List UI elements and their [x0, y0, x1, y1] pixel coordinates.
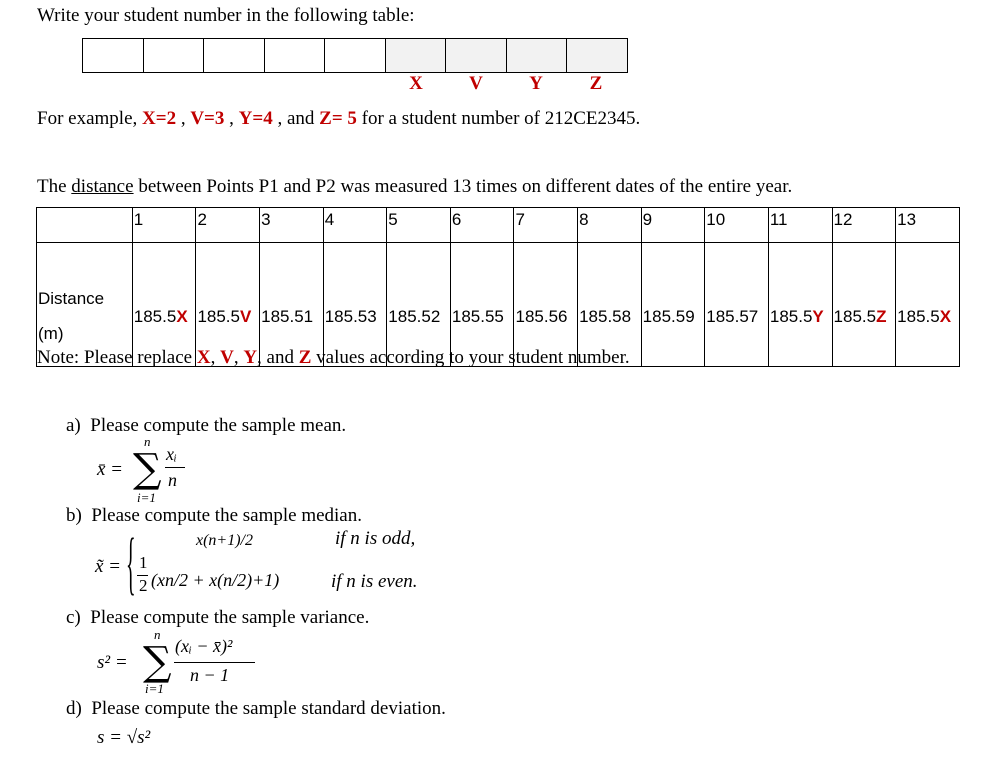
value-base: 185.5	[897, 306, 940, 326]
distance-cell	[896, 243, 960, 367]
column-header: 8	[578, 208, 642, 243]
q-letter: b)	[66, 505, 82, 526]
value-base: 185.57	[706, 306, 759, 326]
sd-formula: s = √s²	[97, 727, 151, 748]
q-text: Please compute the sample median.	[91, 505, 362, 526]
intro-text: Write your student number in the following table:	[37, 5, 415, 26]
value-base: 185.53	[324, 306, 377, 326]
text: , and	[257, 347, 299, 368]
example-y: Y=4	[238, 108, 273, 129]
column-header: 4	[323, 208, 387, 243]
row-label-text: Distance	[38, 289, 105, 308]
note-x: X	[196, 347, 211, 368]
row-unit: (m)	[38, 324, 64, 343]
digit-box-z[interactable]	[567, 39, 627, 72]
column-header: 10	[705, 208, 769, 243]
column-header: 12	[832, 208, 896, 243]
odd-condition: if n is odd,	[335, 528, 416, 549]
text: For example,	[37, 108, 143, 129]
q-letter: c)	[66, 607, 81, 628]
q-text: Please compute the sample variance.	[90, 607, 370, 628]
q-text: Please compute the sample mean.	[90, 415, 347, 436]
value-base: 185.55	[451, 306, 504, 326]
sum-lower: i=1	[137, 490, 156, 505]
variance-lhs: s² =	[97, 652, 128, 673]
header-row	[37, 208, 960, 243]
value-base: 185.58	[579, 306, 632, 326]
example-v: V=3	[190, 108, 225, 129]
text: between Points P1 and P2 was measured 13 times on different dates of the entire year.	[133, 176, 793, 197]
distance-cell	[832, 243, 896, 367]
column-header: 6	[450, 208, 514, 243]
measure-text	[37, 176, 792, 198]
distance-cell	[641, 243, 705, 367]
digit-box[interactable]	[204, 39, 265, 72]
digit-box[interactable]	[83, 39, 144, 72]
value-base: 185.5	[833, 306, 877, 326]
sum-lower: i=1	[145, 681, 164, 696]
digit-box-x[interactable]	[386, 39, 447, 72]
distance-cell	[768, 243, 832, 367]
student-number-boxes	[82, 38, 628, 73]
even-term: (xn/2 + x(n/2)+1)	[151, 570, 280, 590]
sigma-icon: ∑	[133, 446, 162, 492]
digit-box[interactable]	[265, 39, 326, 72]
fraction-bar	[165, 467, 185, 468]
value-base: 185.52	[388, 306, 441, 326]
mean-denominator: n	[168, 470, 177, 490]
column-header: 11	[768, 208, 832, 243]
example-z: Z= 5	[319, 108, 357, 129]
text: Note: Please replace	[37, 347, 197, 368]
even-condition: if n is even.	[331, 571, 418, 592]
column-header: 3	[260, 208, 324, 243]
mean-lhs: x̄ =	[97, 459, 124, 480]
text: values according to your student number.	[311, 347, 630, 368]
column-header: 5	[387, 208, 451, 243]
column-header: 1	[132, 208, 196, 243]
header-empty	[37, 208, 133, 243]
half-num: 1	[139, 553, 148, 572]
value-variable: Y	[812, 306, 824, 326]
column-header: 2	[196, 208, 260, 243]
question-b	[66, 505, 362, 527]
distance-underlined: distance	[71, 176, 134, 197]
digit-box[interactable]	[144, 39, 205, 72]
text: The	[37, 176, 72, 197]
sigma-icon: ∑	[143, 639, 172, 685]
q-letter: d)	[66, 698, 82, 719]
note-text	[37, 347, 630, 369]
example-text	[37, 108, 640, 130]
median-lhs: x̃ =	[95, 556, 122, 577]
mean-numerator: xᵢ	[166, 444, 177, 464]
distance-cell	[705, 243, 769, 367]
note-y: Y	[243, 347, 258, 368]
label-v: V	[469, 73, 483, 94]
column-header: 9	[641, 208, 705, 243]
value-variable: X	[939, 306, 952, 326]
value-variable: Z	[876, 306, 887, 326]
sum-upper: n	[144, 434, 151, 449]
digit-box-y[interactable]	[507, 39, 568, 72]
label-y: Y	[529, 73, 543, 94]
odd-term: x(n+1)/2	[196, 532, 253, 549]
example-x: X=2	[142, 108, 177, 129]
note-v: V	[220, 347, 234, 368]
text: ,	[233, 347, 244, 368]
value-base: 185.5	[769, 306, 813, 326]
value-variable: V	[239, 306, 252, 326]
q-letter: a)	[66, 415, 81, 436]
text: , and	[272, 108, 320, 129]
label-z: Z	[589, 73, 603, 94]
value-base: 185.59	[642, 306, 695, 326]
text: ,	[176, 108, 191, 129]
brace-icon: {	[126, 526, 136, 604]
question-c	[66, 607, 369, 629]
digit-box[interactable]	[325, 39, 386, 72]
text: for a student number of 212CE2345.	[356, 108, 641, 129]
text: ,	[224, 108, 239, 129]
variance-denominator: n − 1	[190, 665, 230, 685]
value-base: 185.56	[515, 306, 568, 326]
value-base: 185.51	[261, 306, 314, 326]
q-text: Please compute the sample standard deviation.	[91, 698, 446, 719]
sum-upper: n	[154, 627, 161, 642]
distance-table	[36, 207, 960, 367]
value-base: 185.5	[197, 306, 240, 326]
column-header: 13	[896, 208, 960, 243]
text: ,	[210, 347, 221, 368]
value-variable: X	[176, 306, 188, 326]
fraction-bar	[174, 662, 255, 663]
column-header: 7	[514, 208, 578, 243]
digit-box-v[interactable]	[446, 39, 507, 72]
value-base: 185.5	[133, 306, 177, 326]
half-den: 2	[139, 576, 148, 595]
variance-numerator: (xᵢ − x̄)²	[175, 636, 233, 656]
note-z: Z	[298, 347, 312, 368]
question-d	[66, 698, 446, 720]
label-x: X	[409, 73, 423, 94]
question-a	[66, 415, 346, 437]
